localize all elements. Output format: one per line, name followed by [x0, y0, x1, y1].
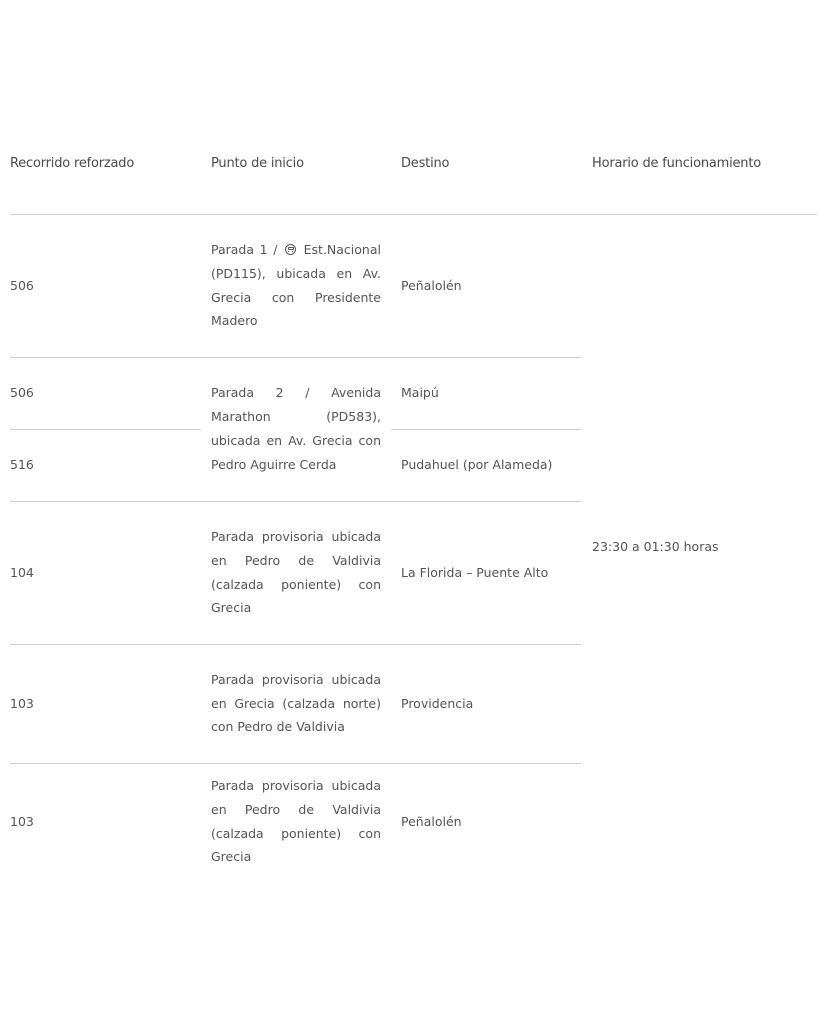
- destination-cell: Peñalolén: [401, 277, 462, 293]
- destination-cell: Providencia: [401, 695, 474, 711]
- start-cell: Parada 2 / Avenida Marathon (PD583), ubicada en Av. Grecia con Pedro Aguirre Cerda: [211, 385, 381, 472]
- route-cell: 103: [10, 813, 34, 829]
- start-cell: Parada provisoria ubicada en Pedro de Valdivia (calzada poniente) con Grecia: [211, 777, 381, 865]
- destination-cell: La Florida – Puente Alto: [401, 564, 549, 580]
- bus-stop-icon: [285, 244, 296, 255]
- destination-cell: Maipú: [401, 385, 439, 401]
- route-cell: 104: [10, 564, 34, 580]
- route-cell: 506: [10, 277, 34, 293]
- header-route: Recorrido reforzado: [10, 156, 135, 171]
- row-divider: [10, 429, 201, 430]
- route-cell: 506: [10, 385, 34, 401]
- start-cell: Parada 1 / Est.Nacional (PD115), ubicada en Av. Grecia con Presidente Madero: [211, 241, 381, 329]
- header-start: Punto de inicio: [211, 156, 304, 171]
- destination-cell: Peñalolén: [401, 813, 462, 829]
- start-cell: Parada provisoria ubicada en Pedro de Valdivia (calzada poniente) con Grecia: [211, 528, 381, 616]
- header-schedule: Horario de funcionamiento: [592, 156, 762, 171]
- header-destination: Destino: [401, 156, 450, 171]
- start-cell: Parada provisoria ubicada en Grecia (calzada norte) con Pedro de Valdivia: [211, 671, 381, 735]
- route-cell: 516: [10, 457, 34, 473]
- schedule-cell: 23:30 a 01:30 horas: [592, 539, 719, 555]
- destination-cell: Pudahuel (por Alameda): [401, 457, 553, 473]
- route-cell: 103: [10, 695, 34, 711]
